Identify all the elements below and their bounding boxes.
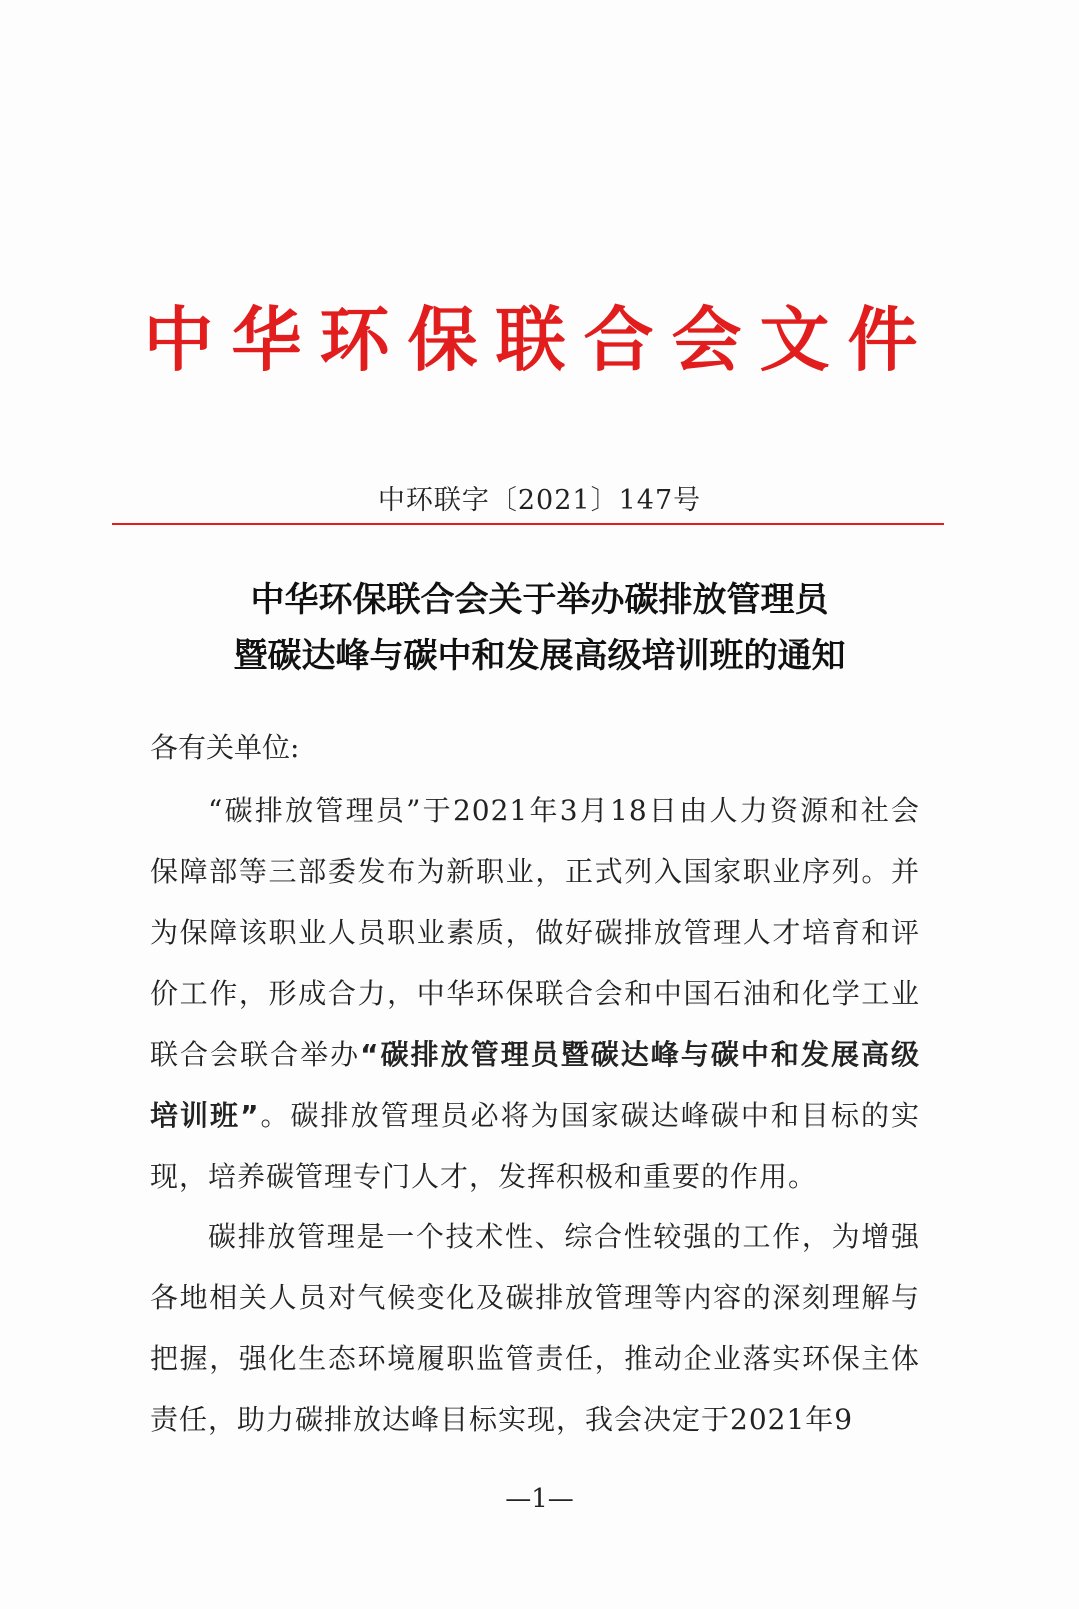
paragraph-1-text-b: 。碳排放管理员必将为国家碳达峰碳中和目标的实现，培养碳管理专门人才，发挥积极和重要的作用。 (150, 1099, 920, 1193)
notice-title-line-1: 中华环保联合会关于举办碳排放管理员 (250, 580, 829, 620)
paragraph-2: 碳排放管理是一个技术性、综合性较强的工作，为增强各地相关人员对气候变化及碳排放管理等内容的深刻理解与把握，强化生态环境履职监管责任，推动企业落实环保主体责任，助力碳排放达峰目标实现，我会决定于2021年9 (150, 1220, 920, 1436)
paragraph-1-text-a: “碳排放管理员”于2021年3月18日由人力资源和社会保障部等三部委发布为新职业，正式列入国家职业序列。并为保障该职业人员职业素质，做好碳排放管理人才培育和评价工作，形成合力，中华环保联合会和中国石油和化学工业联合会联合举办 (150, 794, 920, 1071)
notice-title-line-2: 暨碳达峰与碳中和发展高级培训班的通知 (233, 636, 846, 676)
paragraph-1 (150, 780, 920, 1207)
page-number: —1— (505, 1484, 574, 1514)
paragraph-1-bold-course-name: “碳排放管理员暨碳达峰与碳中和发展高级培训班” (150, 1038, 920, 1132)
document-number: 中环联字〔2021〕147号 (377, 485, 702, 516)
issuer-header-title: 中华环保联合会文件 (143, 298, 936, 381)
red-divider-line (112, 523, 944, 525)
salutation: 各有关单位: (150, 731, 300, 764)
